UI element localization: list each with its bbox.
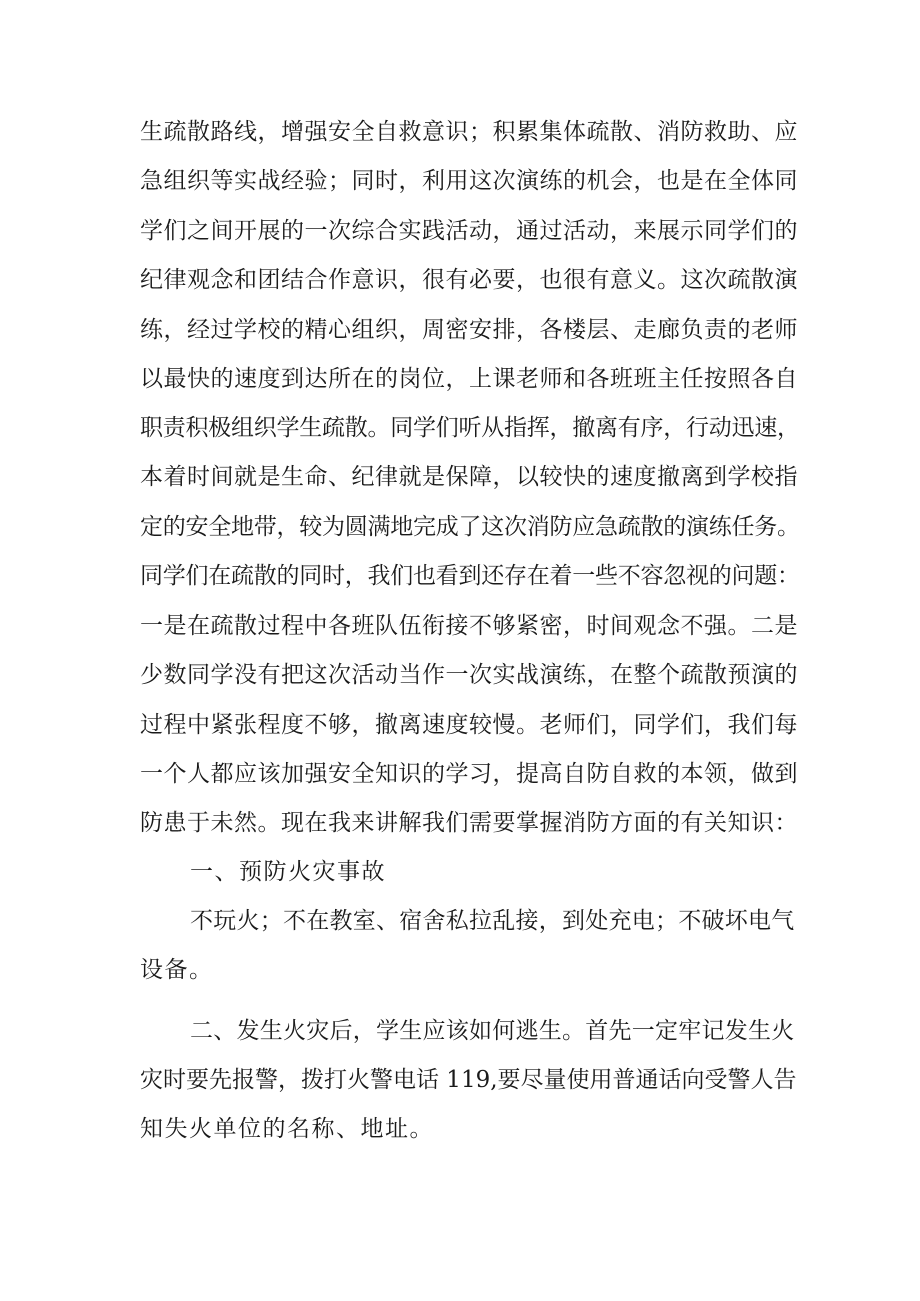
body-text-line: 本着时间就是生命、纪律就是保障，以较快的速度撤离到学校指: [140, 464, 798, 490]
body-text-line: 一个人都应该加强安全知识的学习，提高自防自救的本领，做到: [140, 761, 798, 787]
body-text-line: 职责积极组织学生疏散。同学们听从指挥，撤离有序，行动迅速，: [140, 415, 800, 441]
body-text-line: 练，经过学校的精心组织，周密安排，各楼层、走廊负责的老师: [140, 317, 798, 343]
body-text-line: 同学们在疏散的同时，我们也看到还存在着一些不容忽视的问题：: [140, 563, 800, 589]
body-text-line: 少数同学没有把这次活动当作一次实战演练，在整个疏散预演的: [140, 662, 798, 688]
body-text-line: 过程中紧张程度不够，撤离速度较慢。老师们，同学们，我们每: [140, 712, 798, 738]
section-heading: 一、预防火灾事故: [190, 859, 386, 885]
body-text-line: 纪律观念和团结合作意识，很有必要，也很有意义。这次疏散演: [140, 267, 798, 293]
body-text-line: 知失火单位的名称、地址。: [140, 1116, 434, 1142]
body-text-line: 设备。: [140, 957, 214, 983]
body-text-line: 生疏散路线，增强安全自救意识；积累集体疏散、消防救助、应: [140, 119, 798, 145]
body-text-line: 急组织等实战经验；同时，利用这次演练的机会，也是在全体同: [140, 168, 798, 194]
body-text-line: 一是在疏散过程中各班队伍衔接不够紧密，时间观念不强。二是: [140, 613, 798, 639]
body-text-line: 学们之间开展的一次综合实践活动，通过活动，来展示同学们的: [140, 218, 798, 244]
body-text-line: 灾时要先报警，拨打火警电话 119,要尽量使用普通话向受警人告: [140, 1067, 797, 1093]
body-text-line: 不玩火；不在教室、宿舍私拉乱接，到处充电；不破坏电气: [190, 908, 795, 934]
body-text-line: 防患于未然。现在我来讲解我们需要掌握消防方面的有关知识：: [140, 810, 798, 836]
body-text-line: 以最快的速度到达所在的岗位，上课老师和各班班主任按照各自: [140, 366, 798, 392]
body-text-line: 二、发生火灾后，学生应该如何逃生。首先一定牢记发生火: [190, 1018, 795, 1044]
body-text-line: 定的安全地带，较为圆满地完成了这次消防应急疏散的演练任务。: [140, 514, 800, 540]
